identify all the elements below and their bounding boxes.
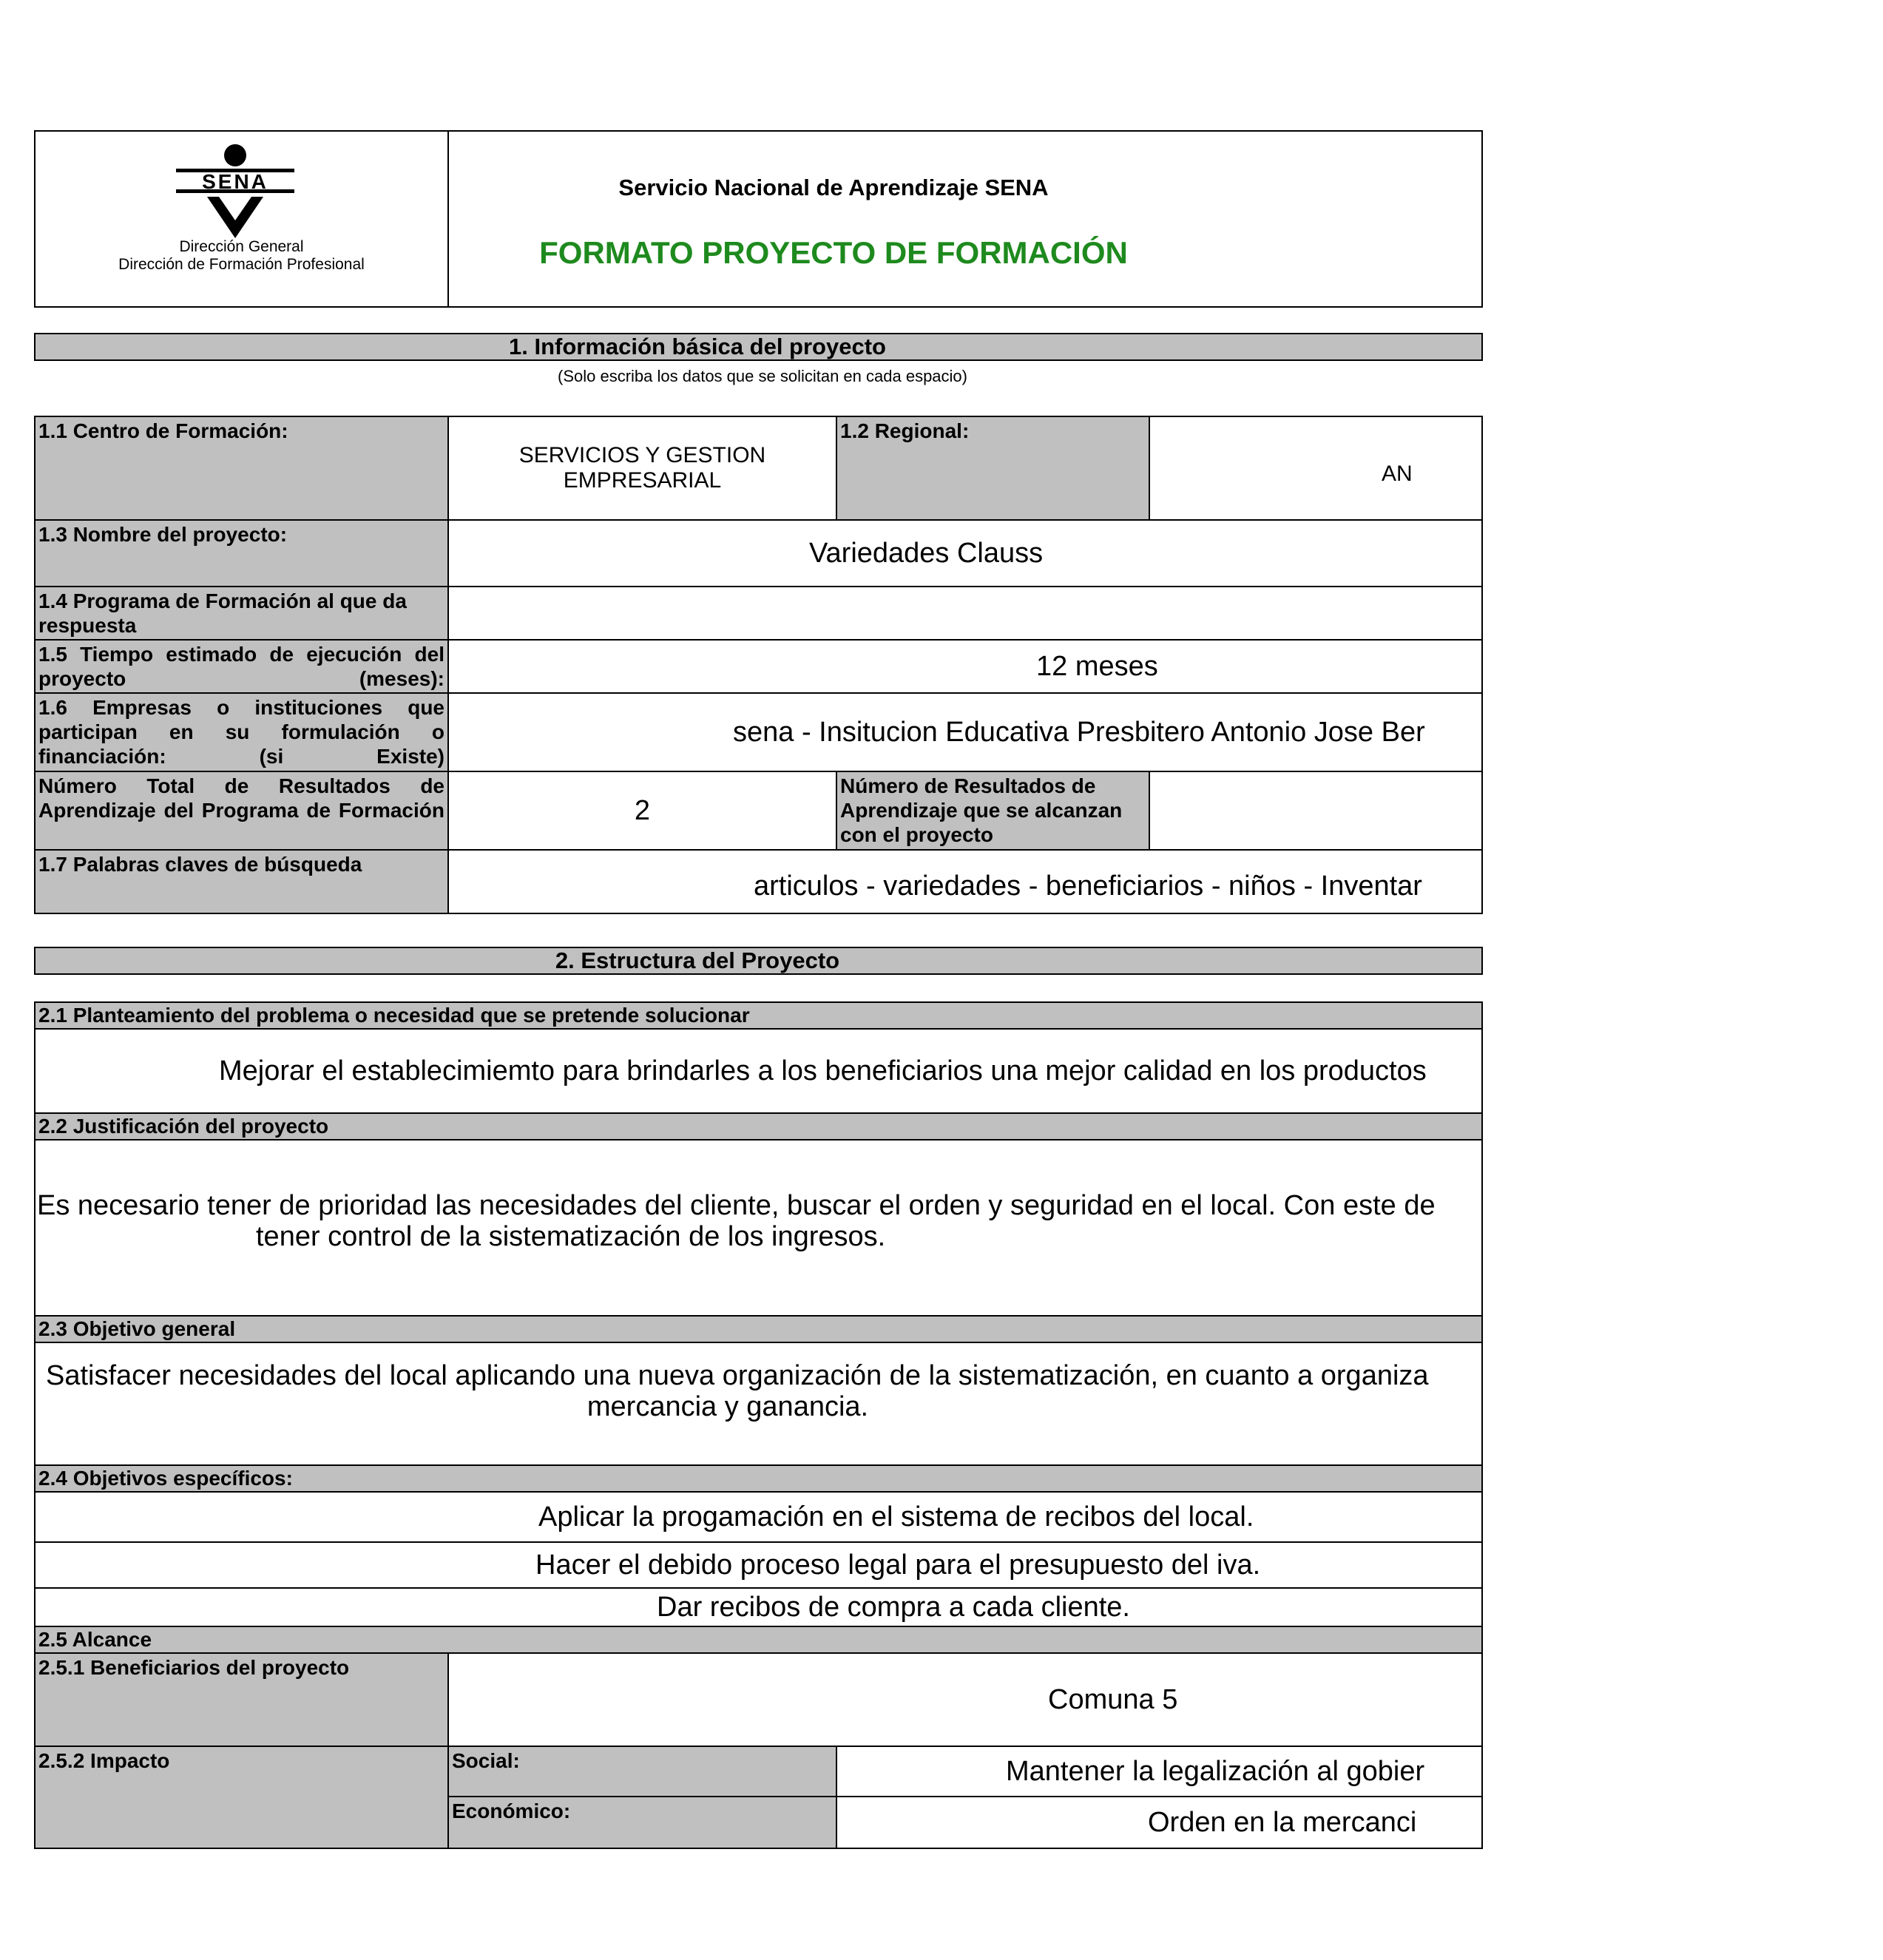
objetivo-general-line1: Satisfacer necesidades del local aplicando una nueva organización de la sistematización, en cuanto a organiza: [46, 1360, 1429, 1391]
objetivo-especifico-2-text: Hacer el debido proceso legal para el presupuesto del iva.: [535, 1550, 1261, 1581]
nombre-value-text: Variedades Clauss: [809, 538, 1044, 569]
institution-name: Servicio Nacional de Aprendizaje SENA: [618, 175, 1049, 200]
justificacion-line1: Es necesario tener de prioridad las necesidades del cliente, buscar el orden y seguridad en el local. Con este de: [37, 1190, 1436, 1221]
economico-value[interactable]: [836, 1796, 1483, 1849]
sena-logo-icon: [169, 143, 302, 240]
title-cell: [447, 130, 1483, 308]
logo-text: SENA: [202, 170, 268, 193]
empresas-label: 1.6 Empresas o instituciones que participan en su formulación o financiación: (si Existe): [34, 692, 449, 772]
social-value[interactable]: [836, 1746, 1483, 1797]
logo-cell: [34, 130, 449, 308]
objetivo-general-value[interactable]: [34, 1342, 1483, 1466]
social-label: Social:: [447, 1746, 837, 1797]
beneficiarios-label: 2.5.1 Beneficiarios del proyecto: [34, 1652, 449, 1747]
economico-label: Económico:: [447, 1796, 837, 1849]
objetivo-especifico-1-text: Aplicar la progamación en el sistema de recibos del local.: [538, 1501, 1254, 1532]
objetivo-especifico-2[interactable]: [34, 1541, 1483, 1589]
centro-value[interactable]: SERVICIOS Y GESTION EMPRESARIAL: [447, 416, 837, 521]
objetivo-general-line2: mercancia y ganancia.: [586, 1391, 869, 1422]
objetivo-especifico-1[interactable]: [34, 1491, 1483, 1543]
economico-value-text: Orden en la mercanci: [1148, 1807, 1417, 1838]
objetivos-especificos-label: 2.4 Objetivos específicos:: [34, 1464, 1483, 1493]
section1-title: 1. Información básica del proyecto: [34, 333, 1483, 361]
objetivo-general-label: 2.3 Objetivo general: [34, 1315, 1483, 1343]
nombre-value[interactable]: [447, 519, 1483, 587]
org-line2: Dirección de Formación Profesional: [118, 256, 365, 273]
regional-label: 1.2 Regional:: [836, 416, 1150, 521]
org-line1: Dirección General: [179, 238, 304, 255]
format-title: FORMATO PROYECTO DE FORMACIÓN: [539, 235, 1128, 270]
justificacion-label: 2.2 Justificación del proyecto: [34, 1112, 1483, 1140]
objetivo-especifico-3[interactable]: [34, 1587, 1483, 1627]
centro-label: 1.1 Centro de Formación:: [34, 416, 449, 521]
section2-title: 2. Estructura del Proyecto: [34, 947, 1483, 975]
tiempo-label: 1.5 Tiempo estimado de ejecución del proyecto (meses):: [34, 639, 449, 694]
empresas-value-text: sena - Insitucion Educativa Presbitero Antonio Jose Ber: [733, 717, 1425, 748]
palabras-label: 1.7 Palabras claves de búsqueda: [34, 849, 449, 914]
planteamiento-value[interactable]: [34, 1028, 1483, 1114]
programa-label: 1.4 Programa de Formación al que da respuesta: [34, 586, 449, 641]
resultados-alcanzan-label: Número de Resultados de Aprendizaje que se alcanzan con el proyecto: [836, 771, 1150, 851]
total-resultados-label: Número Total de Resultados de Aprendizaje del Programa de Formación: [34, 771, 449, 851]
planteamiento-label: 2.1 Planteamiento del problema o necesidad que se pretende solucionar: [34, 1001, 1483, 1030]
planteamiento-value-text: Mejorar el establecimiemto para brindarles a los beneficiarios una mejor calidad en los productos: [219, 1055, 1427, 1087]
beneficiarios-value-text: Comuna 5: [1048, 1684, 1178, 1715]
programa-value[interactable]: [447, 586, 1483, 641]
form-page: [34, 130, 1436, 1838]
justificacion-value[interactable]: [34, 1139, 1483, 1317]
social-value-text: Mantener la legalización al gobier: [1006, 1756, 1425, 1787]
tiempo-value[interactable]: [447, 639, 1483, 694]
justificacion-line2: tener control de la sistematización de los ingresos.: [256, 1221, 886, 1252]
regional-value-text: AN: [1382, 462, 1413, 486]
nombre-label: 1.3 Nombre del proyecto:: [34, 519, 449, 587]
section1-note: (Solo escriba los datos que se solicitan en cada espacio): [558, 367, 967, 385]
objetivo-especifico-3-text: Dar recibos de compra a cada cliente.: [657, 1592, 1130, 1623]
beneficiarios-value[interactable]: [447, 1652, 1483, 1747]
palabras-value[interactable]: [447, 849, 1483, 914]
empresas-value[interactable]: [447, 692, 1483, 772]
total-resultados-value[interactable]: 2: [447, 771, 837, 851]
palabras-value-text: articulos - variedades - beneficiarios - niños - Inventar: [754, 871, 1422, 902]
regional-value[interactable]: [1149, 416, 1483, 521]
tiempo-value-text: 12 meses: [1036, 651, 1158, 682]
impacto-label: 2.5.2 Impacto: [34, 1746, 449, 1849]
resultados-alcanzan-value[interactable]: [1149, 771, 1483, 851]
alcance-label: 2.5 Alcance: [34, 1626, 1483, 1654]
